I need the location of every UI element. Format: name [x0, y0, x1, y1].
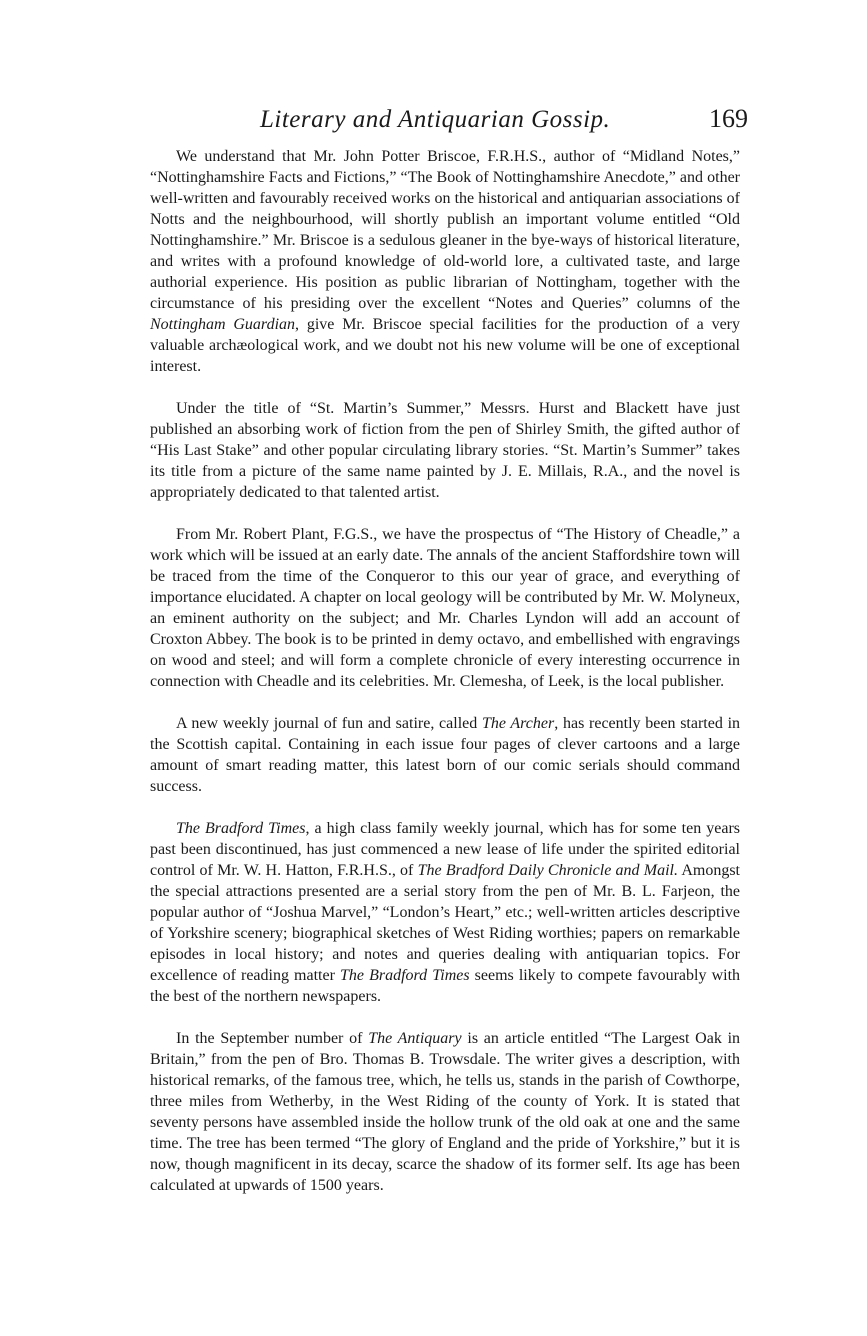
paragraph-briscoe: [150, 146, 740, 377]
paragraph-text: We understand that Mr. John Potter Briscoe, F.R.H.S., author of “Midland Notes,” “Nottinghamshire Facts and Fictions,” “The Book of Nottinghamshire Anecdote,” and other well-written and favourably received works on the historical and antiquarian associations of Notts and the neighbourhood, will shortly publish an important volume entitled “Old Nottinghamshire.” Mr. Briscoe is a sedulous gleaner in the bye-ways of historical literature, and writes with a profound knowledge of old-world lore, a cultivated taste, and large authorial experience. His position as public librarian of Nottingham, together with the circumstance of his presiding over the excellent “Notes and Queries” columns of the: [150, 148, 740, 312]
italic-title: The Bradford Daily Chronicle and Mail.: [417, 862, 678, 879]
italic-title: The Antiquary: [368, 1030, 462, 1047]
paragraph-history-of-cheadle: [150, 524, 740, 692]
paragraph-text: , a high class family weekly journal, which has for some ten years past been discontinued, has just commenced a new lease of life under the spirited editorial control of Mr. W. H. Hatton, F.R.H.S., of: [150, 820, 741, 879]
paragraph-text: seems likely to compete favourably with the best of the northern newspapers.: [150, 967, 741, 1005]
italic-title: The Archer: [481, 715, 555, 732]
paragraph-text: A new weekly journal of fun and satire, called: [176, 715, 482, 732]
running-head: [150, 100, 748, 146]
italic-title: The Bradford Times: [176, 820, 306, 837]
paragraph-text: is an article entitled “The Largest Oak in Britain,” from the pen of Bro. Thomas B. Trowsdale. The writer gives a description, with historical remarks, of the famous tree, which, he tells us, stands in the parish of Cowthorpe, three miles from Wetherby, in the West Riding of the county of York. It is stated that seventy persons have assembled inside the hollow trunk of the old oak at one and the same time. The tree has been termed “The glory of England and the pride of Yorkshire,” but it is now, though magnificent in its decay, scarce the shadow of its former self. Its age has been calculated at upwards of 1500 years.: [150, 1030, 741, 1194]
document-page: [150, 100, 748, 1196]
paragraph-largest-oak: [150, 1028, 740, 1196]
italic-title: Nottingham Guardian: [150, 316, 296, 333]
paragraph-the-archer: [150, 713, 740, 797]
paragraph-text: Amongst the special attractions presented are a serial story from the pen of Mr. B. L. Farjeon, the popular author of “Joshua Marvel,” “London’s Heart,” etc.; well-written articles descriptive of Yorkshire scenery; biographical sketches of West Riding worthies; papers on remarkable episodes in local history; and notes and queries dealing with antiquarian topics. For excellence of reading matter: [150, 862, 740, 984]
paragraph-text: , has recently been started in the Scottish capital. Containing in each issue four pages of clever cartoons and a large amount of smart reading matter, this latest born of our comic serials should command success.: [150, 715, 741, 795]
paragraph-text: , give Mr. Briscoe special facilities for the production of a very valuable archæological work, and we doubt not his new volume will be one of exceptional interest.: [150, 316, 740, 375]
paragraph-text: Under the title of “St. Martin’s Summer,” Messrs. Hurst and Blackett have just published an absorbing work of fiction from the pen of Shirley Smith, the gifted author of “His Last Stake” and other popular circulating library stories. “St. Martin’s Summer” takes its title from a picture of the same name painted by J. E. Millais, R.A., and the novel is appropriately dedicated to that talented artist.: [150, 400, 740, 501]
paragraph-text: From Mr. Robert Plant, F.G.S., we have the prospectus of “The History of Cheadle,” a work which will be issued at an early date. The annals of the ancient Staffordshire town will be traced from the time of the Conqueror to this our year of grace, and everything of importance elucidated. A chapter on local geology will be contributed by Mr. W. Molyneux, an eminent authority on the subject; and Mr. Charles Lyndon will add an account of Croxton Abbey. The book is to be printed in demy octavo, and embellished with engravings on wood and steel; and will form a complete chronicle of every interesting occurrence in connection with Cheadle and its celebrities. Mr. Clemesha, of Leek, is the local publisher.: [150, 526, 740, 690]
article-body: [150, 146, 740, 1196]
italic-title: The Bradford Times: [340, 967, 470, 984]
paragraph-text: In the September number of: [176, 1030, 369, 1047]
paragraph-st-martins-summer: [150, 398, 740, 503]
paragraph-bradford-times: [150, 818, 740, 1007]
running-title: Literary and Antiquarian Gossip.: [260, 106, 611, 133]
page-number: 169: [709, 104, 748, 133]
